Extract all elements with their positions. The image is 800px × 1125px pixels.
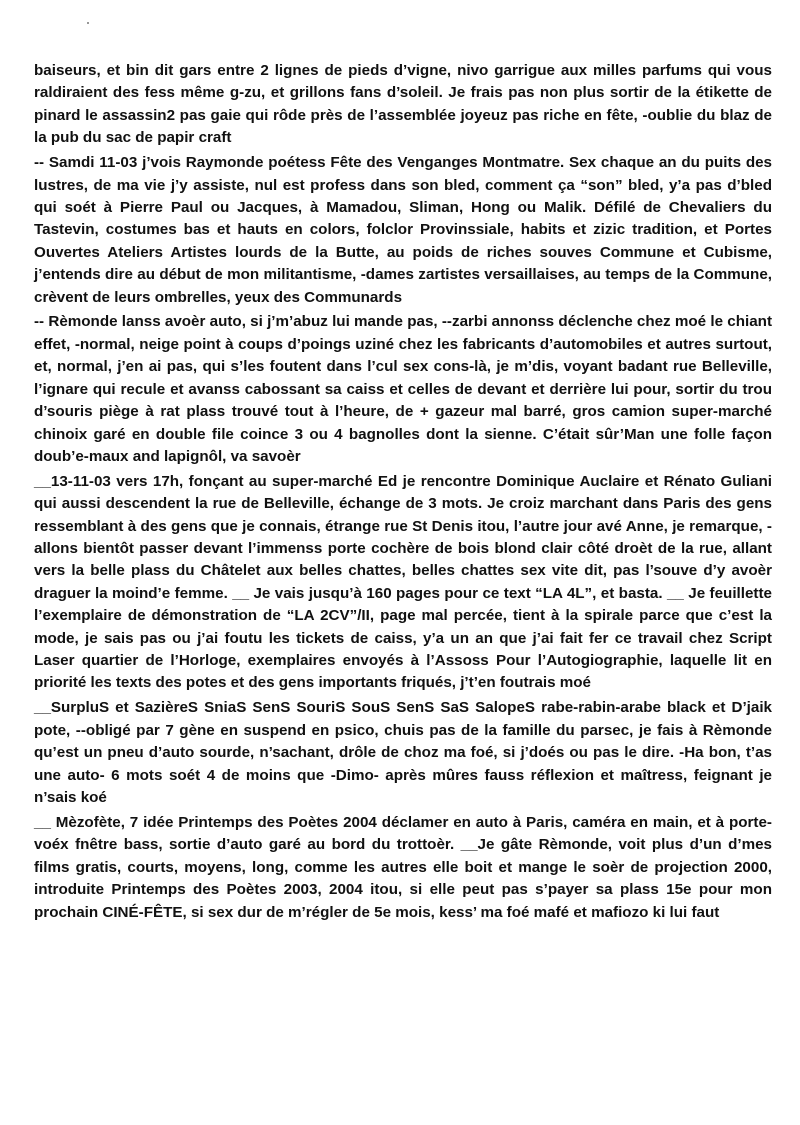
paragraph-2: -- Samdi 11-03 j’vois Raymonde poétess Fête des Venganges Montmatre. Sex chaque an du puits des lustres, de ma vie j’y assiste, nul est profess dans son bled, comment ça “son” bled, y’a pas d’bled qui soét à Pierre Paul ou Jacques, à Mamadou, Sliman, Hong ou Malik. Défilé de Chevaliers du Tastevin, costumes bas et hauts en colors, folclor Provinssiale, habits et zizic tradition, et Portes Ouvertes Ateliers Artistes lourds de la Butte, au poids de riches souves Commune et Cubisme, j’entends dire au début de mon militantisme, -dames zartistes versaillaises, au temps de la Commune, crèvent de leurs ombrelles, yeux des Communards <box>34 154 772 306</box>
paragraph-1: baiseurs, et bin dit gars entre 2 lignes de pieds d’vigne, nivo garrigue aux milles parfums qui vous raldiraient des fess même g-zu, et grillons fans d’soleil. Je frais pas non plus sortir de la étikette de pinard le assassin2 pas gaie qui rôde près de l’assemblée joyeuz pas riche en fête, -oublie du blaz de la pub du sac de papir craft <box>34 62 772 147</box>
paragraph-6: __ Mèzofète, 7 idée Printemps des Poètes 2004 déclamer en auto à Paris, caméra en main, et à porte-voéx fnêtre bass, sortie d’auto garé au bord du trottoèr. __Je gâte Rèmonde, voit plus d’un d’mes films gratis, courts, moyens, long, comme les autres elle boit et mange le soèr de projection 2000, introduite Printemps des Poètes 2003, 2004 itou, si elle peut pas s’payer sa plass 15e pour mon prochain CINÉ-FÊTE, si sex dur de m’régler de 5e mois, kess’ ma foé mafé et mafiozo ki lui faut <box>34 813 772 921</box>
scan-speck <box>87 22 89 24</box>
paragraph-3: -- Rèmonde lanss avoèr auto, si j’m’abuz lui mande pas, --zarbi annonss déclenche chez moé le chiant effet, -normal, neige point à coups d’poings uziné chez les fabricants d’automobiles et autres surtout, et, normal, j’en ai pas, qui s’les foutent dans l’cul sex cons-là, je m’dis, voyant badant rue Belleville, l’ignare qui recule et avanss cabossant sa caiss et celles de devant et derrière lui pour, sortir du trou d’souris piège à rat plass trouvé tout à l’heure, de + gazeur mal barré, gros camion super-marché chinoix garé en double file coince 3 ou 4 bagnolles dont la sienne. C’était sûr’Man une folle façon doub’e-maux and lapignôl, va savoèr <box>34 313 772 465</box>
paragraph-4: __13-11-03 vers 17h, fonçant au super-marché Ed je rencontre Dominique Auclaire et Rénato Guliani qui aussi descendent la rue de Belleville, échange de 3 mots. Je croiz marchant dans Paris des gens ressemblant à des gens que je connais, étrange rue St Denis itou, l’autre jour avé Anne, je remarque, - allons bientôt passer devant l’immenss porte cochère de bois blond clair côté droèt de la rue, allant vers la belle plass du Châtelet aux belles chattes, belles chattes sex vite dit, pas l’souve d’y avoèr draguer la moind’e femme. __ Je vais jusqu’à 160 pages pour ce text “LA 4L”, et basta. __ Je feuillette l’exemplaire de démonstration de “LA 2CV”/II, page mal percée, tient à la spirale parce que c’est la mode, je sais pas ou j’ai foutu les tickets de caiss, y’a un an que j’ai fait fer ce travail chez Script Laser quartier de l’Horloge, exemplaires envoyés à l’Assoss Pour l’Autogiographie, laquelle lit en priorité les texts des potes et des gens importants friqués, j’t’en foutrais moé <box>34 472 772 692</box>
document-page <box>34 60 772 926</box>
paragraph-5: __SurpluS et SazièreS SniaS SenS SouriS SouS SenS SaS SalopeS rabe-rabin-arabe black et D’jaik pote, --obligé par 7 gène en suspend en psico, chuis pas de la famille du parsec, je fais à Rèmonde qu’est un pneu d’auto sourde, n’sachant, drôle de choz ma foé, si j’doés ou pas le dire. -Ha bon, t’as une auto- 6 mots soét 4 de moins que -Dimo- après mûres fauss réflexion et maîtress, feignant je n’sais koé <box>34 699 772 806</box>
